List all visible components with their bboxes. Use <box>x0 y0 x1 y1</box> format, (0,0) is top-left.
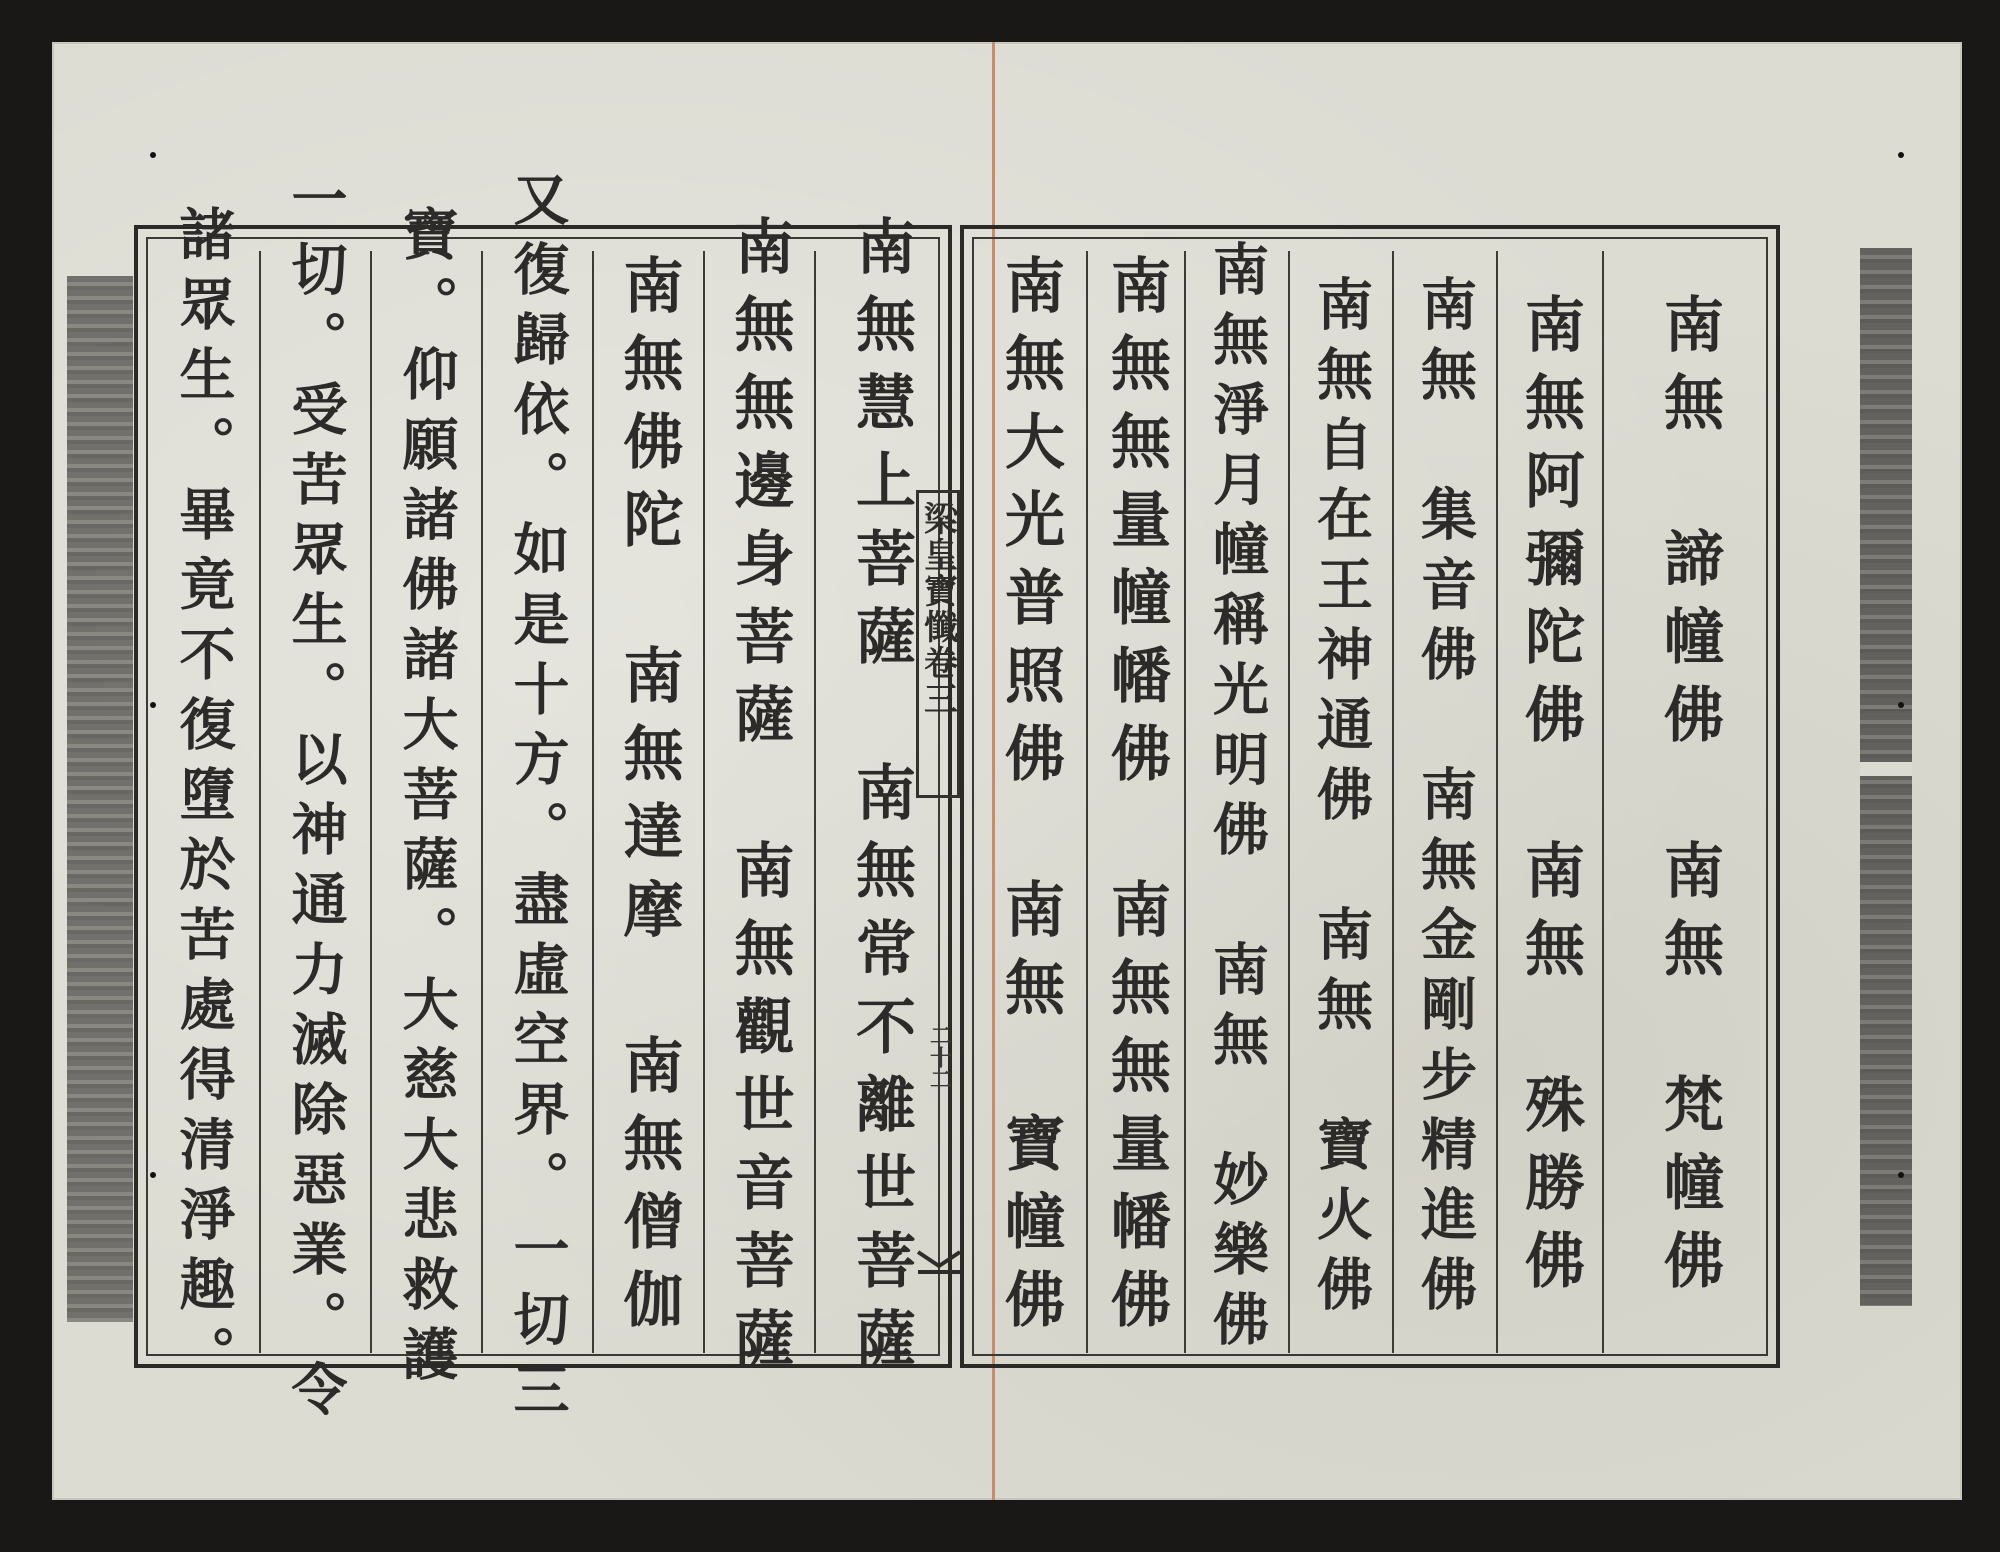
text-column <box>370 205 481 1395</box>
column-text: 南無阿彌陀佛 南無 殊勝佛 <box>1515 293 1585 1307</box>
right-page-panel <box>960 225 1780 1368</box>
column-text: 南無無量幢幡佛 南無無量幡佛 <box>1101 254 1171 1346</box>
column-text: 寶。仰願諸佛諸大菩薩。大慈大悲救護 <box>393 205 460 1395</box>
column-text: 諸眾生。畢竟不復墮於苦處得清淨趣。 <box>170 205 237 1395</box>
text-column <box>592 251 703 1353</box>
text-column <box>1602 251 1774 1353</box>
text-column <box>1288 251 1392 1353</box>
binding-hole <box>1898 702 1904 708</box>
column-text: 南無慧上菩薩 南無常不離世菩薩 <box>846 215 916 1385</box>
text-column <box>1184 240 1288 1360</box>
text-column <box>481 170 592 1430</box>
fishtail-mark-icon <box>914 1248 964 1278</box>
left-page-inner-border <box>146 170 940 1430</box>
left-page-panel <box>134 170 952 1430</box>
text-column <box>1496 251 1602 1353</box>
text-column <box>974 251 1086 1353</box>
column-text: 南無佛陀 南無達摩 南無僧伽 <box>613 254 684 1346</box>
right-page-inner-border <box>972 237 1768 1360</box>
text-column <box>1086 251 1184 1353</box>
text-column <box>1392 251 1496 1353</box>
page-number: 二十二 <box>926 1024 953 1090</box>
binding-hole <box>1898 152 1904 158</box>
column-text: 南無大光普照佛 南無 寶幢佛 <box>995 254 1065 1346</box>
ink-rubbing-left-edge <box>67 276 133 1322</box>
column-text: 南無自在王神通佛 南無 寶火佛 <box>1308 275 1374 1325</box>
text-column <box>703 215 814 1385</box>
text-column <box>259 170 370 1430</box>
book-title-label: 梁皇寶懺卷三 <box>916 490 960 798</box>
text-column <box>148 205 259 1395</box>
column-text: 又復歸依。如是十方。盡虛空界。一切三 <box>504 170 571 1430</box>
column-text: 南無無邊身菩薩 南無觀世音菩薩 <box>724 215 795 1385</box>
ink-rubbing-right-edge <box>1860 248 1912 1306</box>
column-text: 南無 集音佛 南無金剛步精進佛 <box>1412 275 1478 1325</box>
column-text: 南無淨月幢稱光明佛 南無 妙樂佛 <box>1204 240 1270 1360</box>
column-text: 一切。受苦眾生。以神通力滅除惡業。令 <box>282 170 349 1430</box>
binding-hole <box>1898 1172 1904 1178</box>
column-text: 南無 諦幢佛 南無 梵幢佛 <box>1654 293 1724 1307</box>
binding-hole <box>150 152 156 158</box>
